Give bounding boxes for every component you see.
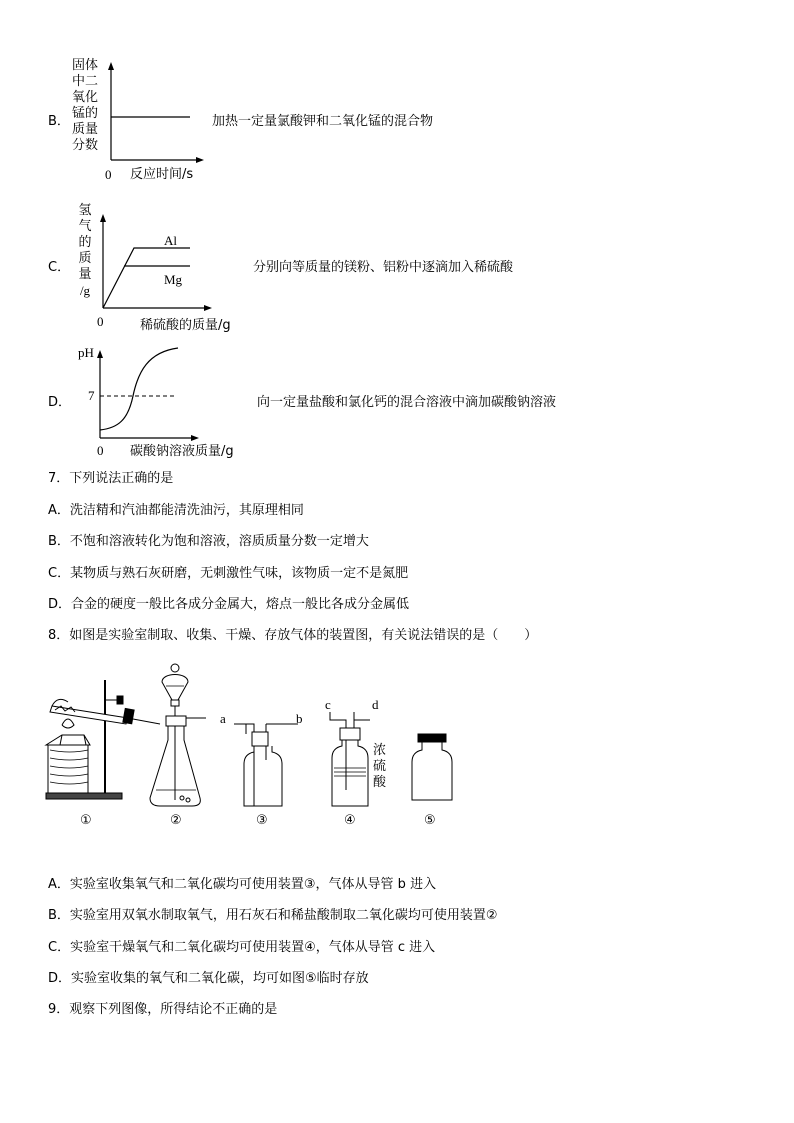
tube-label-d: d: [372, 697, 379, 712]
question-8-option-d: D．实验室收集的氧气和二氧化碳，均可如图⑤临时存放: [48, 971, 369, 986]
option-b-x-label: 反应时间/s: [130, 167, 194, 182]
apparatus-4-drying-bottle: [330, 712, 370, 806]
option-b-letter: B．: [48, 114, 70, 129]
option-b-origin: 0: [105, 167, 112, 182]
figure-number-4: ④: [344, 813, 356, 828]
tube-label-b: b: [296, 711, 303, 726]
option-c-description: 分别向等质量的镁粉、铝粉中逐滴加入稀硫酸: [253, 260, 514, 275]
question-8-option-a: A．实验室收集氧气和二氧化碳均可使用装置③，气体从导管 b 进入: [48, 877, 437, 892]
figure-number-1: ①: [80, 813, 92, 828]
apparatus-2-flask: [150, 664, 206, 806]
option-d-letter: D．: [48, 395, 72, 410]
figure-number-3: ③: [256, 813, 268, 828]
apparatus-1-heating: [46, 680, 160, 799]
series-label-mg: Mg: [164, 272, 183, 287]
series-label-al: Al: [164, 233, 177, 248]
question-8-option-c: C．实验室干燥氧气和二氧化碳均可使用装置④，气体从导管 c 进入: [48, 940, 436, 955]
tube-label-a: a: [220, 711, 226, 726]
tube-label-c: c: [325, 697, 331, 712]
option-b-description: 加热一定量氯酸钾和二氧化锰的混合物: [212, 114, 434, 129]
apparatus-3-gas-bottle: [234, 724, 298, 806]
concentrated-sulfuric-acid-label: 浓 硫 酸: [373, 743, 387, 790]
option-c-origin: 0: [97, 314, 104, 329]
question-9-stem: 9．观察下列图像，所得结论不正确的是: [48, 1002, 278, 1017]
option-d-y-label: pH: [78, 345, 94, 360]
option-d-description: 向一定量盐酸和氯化钙的混合溶液中滴加碳酸钠溶液: [257, 395, 557, 410]
question-8-stem: 8．如图是实验室制取、收集、干燥、存放气体的装置图，有关说法错误的是（ ）: [48, 628, 538, 643]
question-7-stem: 7．下列说法正确的是: [48, 471, 174, 486]
question-7-option-c: C．某物质与熟石灰研磨，无刺激性气味，该物质一定不是氮肥: [48, 566, 409, 581]
figure-number-2: ②: [170, 813, 182, 828]
figure-number-5: ⑤: [424, 813, 436, 828]
question-7-option-b: B．不饱和溶液转化为饱和溶液，溶质质量分数一定增大: [48, 534, 369, 549]
option-c-y-label: 氢 气 的 质 量 /g: [78, 203, 92, 298]
option-d-x-label: 碳酸钠溶液质量/g: [130, 444, 234, 459]
question-7-option-d: D．合金的硬度一般比各成分金属大，熔点一般比各成分金属低: [48, 597, 410, 612]
option-c-letter: C．: [48, 260, 71, 275]
question-7-option-a: A．洗洁精和汽油都能清洗油污，其原理相同: [48, 503, 304, 518]
option-c-x-label: 稀硫酸的质量/g: [140, 318, 231, 333]
question-8-option-b: B．实验室用双氧水制取氧气，用石灰石和稀盐酸制取二氧化碳均可使用装置②: [48, 908, 498, 923]
ph-7-tick-label: 7: [88, 388, 95, 403]
apparatus-5-storage-bottle: [412, 734, 452, 800]
option-d-origin: 0: [97, 443, 104, 458]
option-b-y-label: 固体 中二 氧化 锰的 质量 分数: [72, 58, 99, 153]
